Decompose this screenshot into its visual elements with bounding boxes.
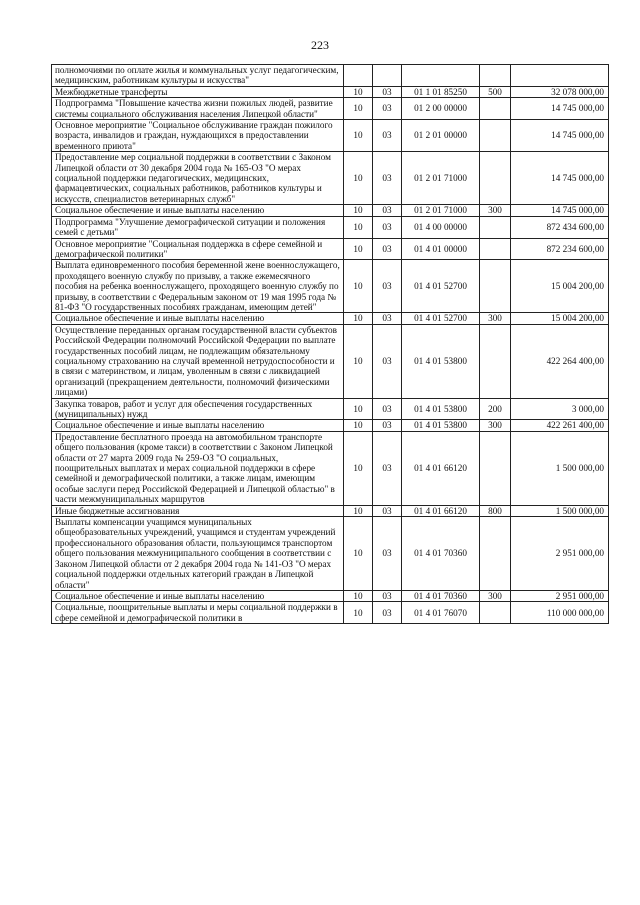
row-target-article-code: 01 4 01 76070	[402, 602, 480, 624]
row-section-code: 10	[344, 590, 373, 601]
table-row	[52, 216, 609, 238]
row-subsection-code: 03	[373, 260, 402, 313]
table-row	[52, 120, 609, 152]
row-target-article-code: 01 4 01 53800	[402, 324, 480, 398]
row-expense-type-code: 300	[480, 205, 511, 216]
table-row	[52, 324, 609, 398]
row-section-code: 10	[344, 260, 373, 313]
row-section-code: 10	[344, 398, 373, 420]
row-subsection-code: 03	[373, 152, 402, 205]
row-target-article-code	[402, 65, 480, 87]
row-expense-type-code	[480, 324, 511, 398]
row-expense-type-code: 800	[480, 505, 511, 516]
row-amount: 1 500 000,00	[511, 505, 609, 516]
row-expense-type-code: 500	[480, 86, 511, 97]
row-description: Иные бюджетные ассигнования	[52, 505, 344, 516]
budget-table-body	[52, 65, 609, 624]
row-target-article-code: 01 2 00 00000	[402, 98, 480, 120]
row-subsection-code: 03	[373, 205, 402, 216]
row-description: Закупка товаров, работ и услуг для обеспечения государственных (муниципальных) нужд	[52, 398, 344, 420]
row-section-code: 10	[344, 120, 373, 152]
row-subsection-code: 03	[373, 324, 402, 398]
row-subsection-code: 03	[373, 420, 402, 431]
row-section-code	[344, 65, 373, 87]
table-row	[52, 86, 609, 97]
row-expense-type-code	[480, 431, 511, 505]
row-amount	[511, 65, 609, 87]
row-expense-type-code	[480, 260, 511, 313]
row-expense-type-code	[480, 602, 511, 624]
row-subsection-code: 03	[373, 313, 402, 324]
row-amount: 3 000,00	[511, 398, 609, 420]
row-target-article-code: 01 2 01 00000	[402, 120, 480, 152]
row-amount: 422 264 400,00	[511, 324, 609, 398]
row-subsection-code: 03	[373, 505, 402, 516]
row-amount: 110 000 000,00	[511, 602, 609, 624]
row-target-article-code: 01 1 01 85250	[402, 86, 480, 97]
row-amount: 32 078 000,00	[511, 86, 609, 97]
row-section-code: 10	[344, 152, 373, 205]
table-row	[52, 205, 609, 216]
row-subsection-code: 03	[373, 398, 402, 420]
row-description: Основное мероприятие "Социальное обслуживание граждан пожилого возраста, инвалидов и граждан, нуждающихся в предоставлении временного приюта"	[52, 120, 344, 152]
row-expense-type-code: 300	[480, 313, 511, 324]
row-description: Основное мероприятие "Социальная поддержка в сфере семейной и демографической политики"	[52, 238, 344, 260]
row-expense-type-code	[480, 65, 511, 87]
table-row	[52, 420, 609, 431]
row-description: Социальное обеспечение и иные выплаты населению	[52, 313, 344, 324]
row-target-article-code: 01 4 01 66120	[402, 505, 480, 516]
row-section-code: 10	[344, 431, 373, 505]
row-expense-type-code: 300	[480, 420, 511, 431]
row-subsection-code: 03	[373, 602, 402, 624]
budget-table	[51, 64, 609, 624]
row-expense-type-code	[480, 98, 511, 120]
row-description: Социальное обеспечение и иные выплаты населению	[52, 590, 344, 601]
row-subsection-code: 03	[373, 517, 402, 591]
row-target-article-code: 01 2 01 71000	[402, 152, 480, 205]
row-amount: 15 004 200,00	[511, 313, 609, 324]
row-section-code: 10	[344, 324, 373, 398]
row-subsection-code: 03	[373, 590, 402, 601]
table-row	[52, 260, 609, 313]
row-expense-type-code	[480, 238, 511, 260]
row-description: Предоставление бесплатного проезда на автомобильном транспорте общего пользования (кроме такси) в соответствии с Законом Липецкой области от 27 марта 2009 года № 259-ОЗ "О социальных, поощрительных выплатах и мерах социальной поддержки в сфере семейной и демографической политики, а также лицам, имеющим особые заслуги перед Российской Федерацией и Липецкой областью" в части межмуниципальных маршрутов	[52, 431, 344, 505]
row-subsection-code: 03	[373, 86, 402, 97]
table-row	[52, 398, 609, 420]
row-subsection-code: 03	[373, 98, 402, 120]
row-description: Социальное обеспечение и иные выплаты населению	[52, 420, 344, 431]
row-target-article-code: 01 4 00 00000	[402, 216, 480, 238]
row-section-code: 10	[344, 505, 373, 516]
row-amount: 14 745 000,00	[511, 152, 609, 205]
row-amount: 2 951 000,00	[511, 590, 609, 601]
row-target-article-code: 01 4 01 53800	[402, 398, 480, 420]
row-target-article-code: 01 4 01 66120	[402, 431, 480, 505]
row-section-code: 10	[344, 86, 373, 97]
row-target-article-code: 01 4 01 00000	[402, 238, 480, 260]
row-description: Социальные, поощрительные выплаты и меры социальной поддержки в сфере семейной и демографической политики в	[52, 602, 344, 624]
row-description: Выплата единовременного пособия беременной жене военнослужащего, проходящего военную службу по призыву, а также ежемесячного пособия на ребенка военнослужащего, проходящего военную службу по призыву, в соответствии с Федеральным законом от 19 мая 1995 года № 81-ФЗ "О государственных пособиях гражданам, имеющим детей"	[52, 260, 344, 313]
row-amount: 15 004 200,00	[511, 260, 609, 313]
row-target-article-code: 01 4 01 70360	[402, 517, 480, 591]
row-amount: 14 745 000,00	[511, 120, 609, 152]
row-expense-type-code: 300	[480, 590, 511, 601]
row-expense-type-code	[480, 216, 511, 238]
row-amount: 422 261 400,00	[511, 420, 609, 431]
table-row	[52, 602, 609, 624]
table-row	[52, 152, 609, 205]
row-subsection-code: 03	[373, 431, 402, 505]
row-section-code: 10	[344, 602, 373, 624]
row-expense-type-code	[480, 517, 511, 591]
row-target-article-code: 01 4 01 52700	[402, 313, 480, 324]
row-subsection-code: 03	[373, 216, 402, 238]
row-section-code: 10	[344, 313, 373, 324]
row-section-code: 10	[344, 216, 373, 238]
row-section-code: 10	[344, 420, 373, 431]
row-amount: 14 745 000,00	[511, 98, 609, 120]
row-description: Социальное обеспечение и иные выплаты населению	[52, 205, 344, 216]
row-target-article-code: 01 4 01 53800	[402, 420, 480, 431]
row-section-code: 10	[344, 205, 373, 216]
row-description: Предоставление мер социальной поддержки в соответствии с Законом Липецкой области от 30 декабря 2004 года № 165-ОЗ "О мерах социальной поддержки педагогических, медицинских, фармацевтических, социальных работников, работников культуры и искусств, специалистов ветеринарных служб"	[52, 152, 344, 205]
row-description: Подпрограмма "Улучшение демографической ситуации и положения семей с детьми"	[52, 216, 344, 238]
row-amount: 872 434 600,00	[511, 216, 609, 238]
row-subsection-code: 03	[373, 238, 402, 260]
row-expense-type-code: 200	[480, 398, 511, 420]
table-row	[52, 238, 609, 260]
row-section-code: 10	[344, 238, 373, 260]
table-row	[52, 590, 609, 601]
row-amount: 2 951 000,00	[511, 517, 609, 591]
table-row	[52, 313, 609, 324]
row-section-code: 10	[344, 517, 373, 591]
table-row	[52, 505, 609, 516]
row-amount: 1 500 000,00	[511, 431, 609, 505]
row-expense-type-code	[480, 152, 511, 205]
row-subsection-code: 03	[373, 120, 402, 152]
row-amount: 14 745 000,00	[511, 205, 609, 216]
row-description: Выплаты компенсации учащимся муниципальных общеобразовательных учреждений, учащимся и студентам учреждений профессионального образования области, пользующимся транспортом общего пользования межмуниципального сообщения в соответствии с Законом Липецкой области от 2 декабря 2004 года № 141-ОЗ "О мерах социальной поддержки отдельных категорий граждан в Липецкой области"	[52, 517, 344, 591]
row-description: Межбюджетные трансферты	[52, 86, 344, 97]
row-description: Осуществление переданных органам государственной власти субъектов Российской Федерации полномочий Российской Федерации по выплате государственных пособий лицам, не подлежащим обязательному социальному страхованию на случай временной нетрудоспособности и в связи с материнством, и лицам, уволенным в связи с ликвидацией организаций (прекращением деятельности, полномочий физическими лицами)	[52, 324, 344, 398]
page-number: 223	[311, 38, 329, 52]
table-row	[52, 431, 609, 505]
table-row	[52, 98, 609, 120]
row-target-article-code: 01 4 01 52700	[402, 260, 480, 313]
row-section-code: 10	[344, 98, 373, 120]
row-description: Подпрограмма "Повышение качества жизни пожилых людей, развитие системы социального обслуживания населения Липецкой области"	[52, 98, 344, 120]
table-row	[52, 65, 609, 87]
row-subsection-code	[373, 65, 402, 87]
row-target-article-code: 01 2 01 71000	[402, 205, 480, 216]
row-amount: 872 234 600,00	[511, 238, 609, 260]
row-description: полномочиями по оплате жилья и коммунальных услуг педагогическим, медицинским, работникам культуры и искусства"	[52, 65, 344, 87]
table-row	[52, 517, 609, 591]
row-target-article-code: 01 4 01 70360	[402, 590, 480, 601]
row-expense-type-code	[480, 120, 511, 152]
